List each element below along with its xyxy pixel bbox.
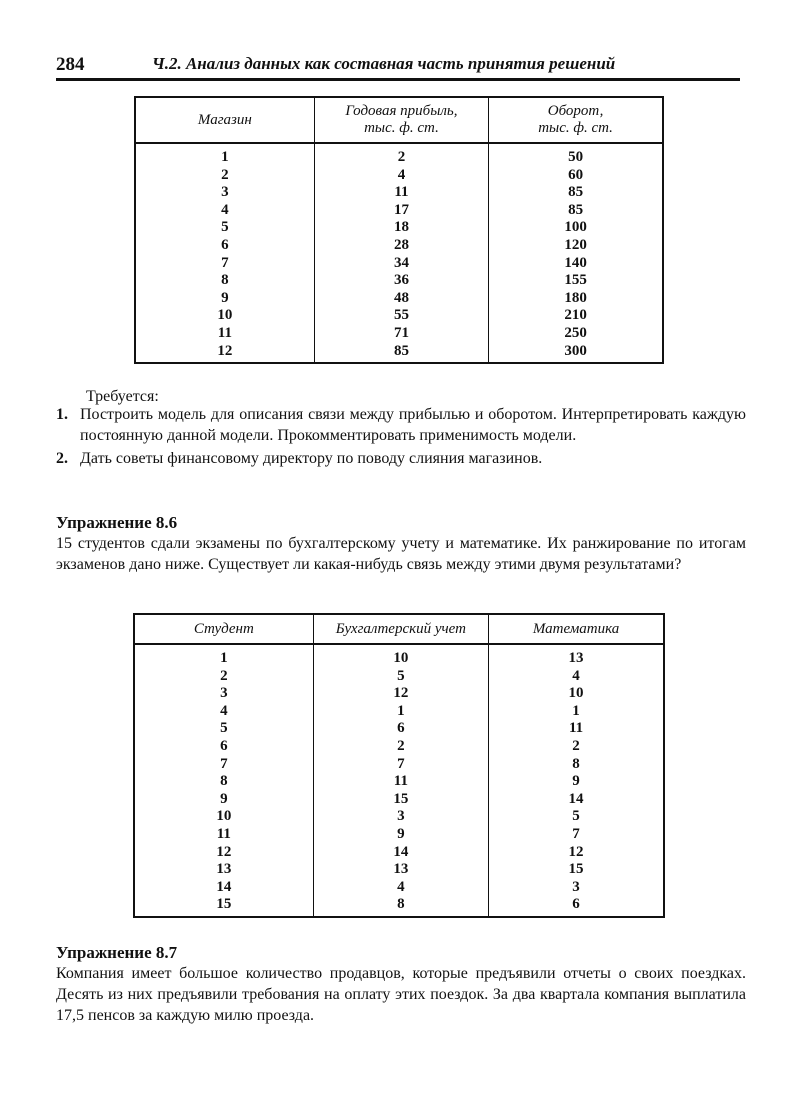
student-ranking-table [133, 613, 665, 918]
table-cell: 8 [135, 272, 314, 290]
table-cell: 5 [135, 219, 314, 237]
column-header: Бухгалтерский учет [313, 614, 488, 644]
table-row [134, 791, 664, 809]
table-row [134, 756, 664, 774]
table-cell: 1 [134, 644, 313, 668]
column-header: Магазин [135, 97, 314, 143]
table-cell: 4 [314, 167, 488, 185]
table-row [134, 720, 664, 738]
table-row [135, 143, 663, 167]
table-cell: 4 [313, 879, 488, 897]
table-cell: 85 [314, 343, 488, 364]
table-cell: 1 [572, 702, 580, 719]
table-cell: 250 [564, 324, 587, 341]
table-row [134, 826, 664, 844]
exercise-title: Упражнение 8.6 [56, 513, 178, 532]
table-cell: 1 [313, 703, 488, 721]
table-cell: 4 [135, 202, 314, 220]
table-cell: 85 [568, 184, 584, 201]
store-profit-table [134, 96, 664, 364]
table-cell: 60 [568, 166, 584, 183]
exercise-8-7 [56, 942, 746, 1026]
table-row [134, 861, 664, 879]
table-cell: 11 [134, 826, 313, 844]
table-cell: 9 [313, 826, 488, 844]
column-header: Математика [489, 614, 664, 644]
table-cell: 11 [568, 720, 584, 737]
list-item-text: Построить модель для описания связи между прибылью и оборотом. Интерпретировать каждую постоянную данной модели. Прокомментировать применимость модели. [80, 406, 746, 444]
table-row [134, 668, 664, 686]
table-cell: 55 [314, 307, 488, 325]
table-cell: 5 [572, 808, 580, 825]
table-cell: 9 [134, 791, 313, 809]
table-cell: 48 [314, 290, 488, 308]
table-row [135, 237, 663, 255]
table-cell: 7 [313, 756, 488, 774]
requirements-intro: Требуется: [86, 388, 159, 405]
table-row [135, 167, 663, 185]
table-cell: 2 [134, 668, 313, 686]
column-header: Годовая прибыль, тыс. ф. ст. [314, 97, 488, 143]
table-cell: 13 [134, 861, 313, 879]
table-cell: 10 [568, 685, 584, 702]
table-cell: 12 [568, 843, 584, 860]
table-cell: 3 [313, 808, 488, 826]
table-cell: 28 [314, 237, 488, 255]
table-row [134, 808, 664, 826]
list-item [56, 404, 746, 446]
table-cell: 9 [572, 773, 580, 790]
table-cell: 9 [135, 290, 314, 308]
table-cell: 7 [135, 255, 314, 273]
table-row [135, 307, 663, 325]
table-cell: 12 [135, 343, 314, 364]
table-cell: 8 [313, 896, 488, 917]
table-cell: 3 [572, 878, 580, 895]
table-row [135, 219, 663, 237]
table-cell: 4 [572, 667, 580, 684]
table-row [134, 844, 664, 862]
table-row [134, 879, 664, 897]
table-cell: 7 [134, 756, 313, 774]
table-cell: 13 [313, 861, 488, 879]
table-row [135, 255, 663, 273]
table-row [135, 325, 663, 343]
table-cell: 10 [313, 644, 488, 668]
running-title: Ч.2. Анализ данных как составная часть принятия решений [152, 54, 616, 73]
table-cell: 11 [314, 184, 488, 202]
exercise-8-6 [56, 512, 746, 575]
table-row [134, 896, 664, 917]
table-cell: 2 [314, 143, 488, 167]
table-cell: 210 [564, 307, 587, 324]
list-item-number: 1. [56, 406, 68, 423]
table-cell: 18 [314, 219, 488, 237]
exercise-text: 15 студентов сдали экзамены по бухгалтерскому учету и математике. Их ранжирование по итогам экзаменов дано ниже. Существует ли какая-нибудь связь между этими двумя результатами? [56, 535, 746, 573]
table-cell: 36 [314, 272, 488, 290]
table-row [134, 685, 664, 703]
table-row [135, 184, 663, 202]
table-cell: 140 [564, 254, 587, 271]
table-cell: 4 [134, 703, 313, 721]
table-cell: 71 [314, 325, 488, 343]
table-cell: 11 [135, 325, 314, 343]
table-cell: 13 [568, 650, 584, 666]
table-cell: 10 [135, 307, 314, 325]
requirements-list [56, 404, 746, 471]
table-cell: 6 [313, 720, 488, 738]
table-row [135, 202, 663, 220]
table-cell: 8 [134, 773, 313, 791]
page-number: 284 [56, 54, 85, 75]
exercise-text: Компания имеет большое количество продавцов, которые предъявили отчеты о своих поездках. Десять из них предъявили требования на оплату этих поездок. За два квартала компания выплатила 17,5 пенсов за каждую милю проезда. [56, 965, 746, 1024]
table-row [134, 738, 664, 756]
table-row [134, 773, 664, 791]
exercise-title: Упражнение 8.7 [56, 943, 178, 962]
table-cell: 8 [572, 755, 580, 772]
table-cell: 15 [313, 791, 488, 809]
table-cell: 3 [134, 685, 313, 703]
table-cell: 6 [134, 738, 313, 756]
table-cell: 17 [314, 202, 488, 220]
table-cell: 5 [313, 668, 488, 686]
table-header-row [134, 614, 664, 644]
table-cell: 100 [564, 219, 587, 236]
table-cell: 155 [564, 272, 587, 289]
table-cell: 85 [568, 201, 584, 218]
table-cell: 50 [568, 149, 584, 165]
table-cell: 14 [568, 790, 584, 807]
table-cell: 14 [313, 844, 488, 862]
table-cell: 34 [314, 255, 488, 273]
table-cell: 12 [313, 685, 488, 703]
table-cell: 180 [564, 289, 587, 306]
page-header [56, 52, 740, 81]
list-item-number: 2. [56, 450, 68, 467]
table-row [135, 290, 663, 308]
table-row [134, 703, 664, 721]
table-cell: 2 [572, 737, 580, 754]
table-cell: 7 [572, 825, 580, 842]
table-row [134, 644, 664, 668]
list-item-text: Дать советы финансовому директору по поводу слияния магазинов. [80, 450, 543, 467]
table-cell: 15 [134, 896, 313, 917]
table-cell: 1 [135, 143, 314, 167]
table-row [135, 272, 663, 290]
table-cell: 6 [572, 896, 580, 913]
table-cell: 14 [134, 879, 313, 897]
table-cell: 10 [134, 808, 313, 826]
table-cell: 2 [313, 738, 488, 756]
table-cell: 6 [135, 237, 314, 255]
table-row [135, 343, 663, 364]
table-cell: 12 [134, 844, 313, 862]
table-cell: 11 [313, 773, 488, 791]
table-cell: 120 [564, 236, 587, 253]
table-cell: 5 [134, 720, 313, 738]
table-cell: 15 [568, 861, 584, 878]
column-header: Студент [134, 614, 313, 644]
column-header: Оборот, тыс. ф. ст. [489, 97, 663, 143]
table-cell: 2 [135, 167, 314, 185]
table-cell: 300 [564, 342, 587, 359]
table-header-row [135, 97, 663, 143]
list-item [56, 448, 746, 469]
table-cell: 3 [135, 184, 314, 202]
